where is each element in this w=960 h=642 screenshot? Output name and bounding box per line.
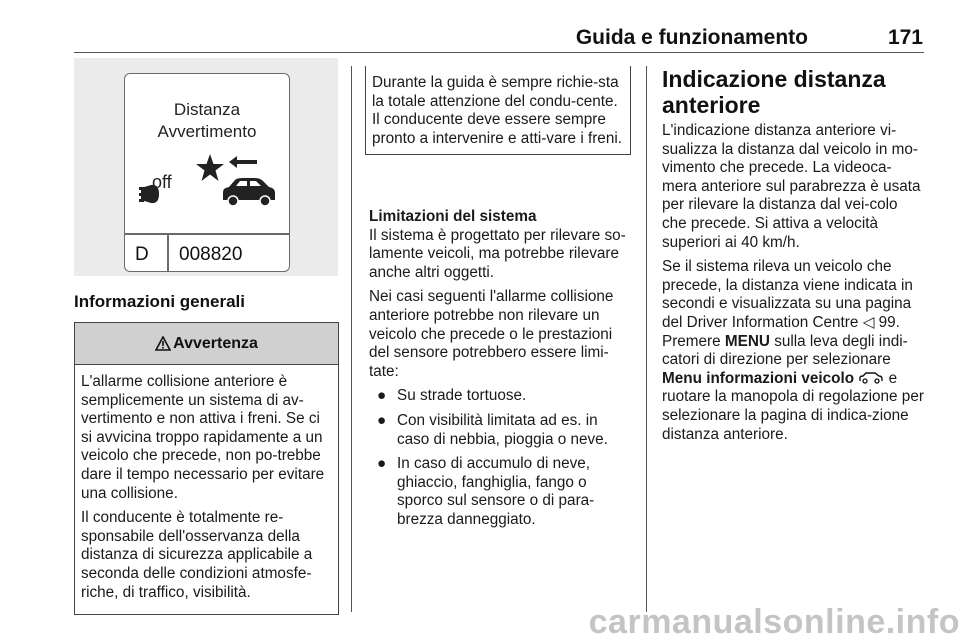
- warning-paragraph-2: Il conducente è totalmente re-sponsabile dell'osservanza della distanza di sicurezza applicabile a seconda delle condizioni atmosfe-riche, di traffico, visibilità.: [81, 509, 313, 601]
- limitations-paragraph-2: Nei casi seguenti l'allarme collisione anteriore potrebbe non rilevare un veicolo che precede o le prestazioni del sensore potrebbero essere limi-tate:: [369, 288, 614, 380]
- bullet-symbol: ●: [377, 387, 387, 405]
- distance-indication-text: [662, 122, 926, 444]
- section-heading-general: Informazioni generali: [74, 292, 245, 311]
- system-limitations: [369, 208, 634, 536]
- bullet-symbol: ●: [377, 411, 387, 429]
- display-code-divider: [167, 234, 169, 271]
- bullet-symbol: ●: [377, 455, 387, 473]
- page-number: 171: [887, 26, 923, 49]
- column-rule-2: [646, 66, 647, 612]
- page-reference-icon: ◁: [862, 313, 875, 331]
- vehicle-info-menu-label: Menu informazioni veicolo: [662, 369, 855, 387]
- limitations-heading: Limitazioni del sistema: [369, 208, 537, 225]
- header-rule: [74, 52, 924, 53]
- warning-box: [74, 322, 339, 615]
- off-label: off: [152, 172, 172, 192]
- display-divider: [125, 233, 289, 235]
- warning-box-continued: [365, 66, 631, 155]
- list-item: ● Su strade tortuose.: [377, 387, 527, 405]
- section-heading-distance: Indicazione distanza anteriore: [662, 66, 886, 118]
- page-header-title: Guida e funzionamento: [575, 26, 808, 49]
- car-icon: [223, 178, 275, 206]
- distance-paragraph-2: Se il sistema rileva un veicolo che precede, la distanza viene indicata in secondi e visualizzata su una pagina del Driver Information Centre ◁ 99.: [662, 258, 913, 331]
- figure-code-number: 008820: [179, 244, 243, 265]
- vehicle-menu-icon: [858, 372, 884, 384]
- list-item: ● Con visibilità limitata ad es. in caso di nebbia, pioggia o neve.: [377, 411, 608, 448]
- limitations-paragraph-1: Il sistema è progettato per rilevare so-lamente veicoli, ma potrebbe rilevare anche altri oggetti.: [369, 226, 626, 281]
- arrow-left-icon: [229, 156, 257, 168]
- star-icon: [196, 154, 224, 181]
- display-figure: [74, 58, 338, 276]
- menu-button-label: MENU: [724, 332, 770, 350]
- warning-header: [75, 323, 338, 365]
- figure-code-letter: D: [135, 244, 149, 265]
- warning-triangle-icon: [155, 336, 171, 351]
- warning-paragraph-1: L'allarme collisione anteriore è semplicemente un sistema di av-vertimento e non attiva i freni. Se ci si avvicina troppo rapidamente a un veicolo che precede, non po-trebbe dare il tempo necessario per evitare una collisione.: [81, 373, 325, 502]
- instrument-display: [124, 73, 290, 272]
- column-rule-1: [351, 66, 352, 612]
- watermark: carmanualsonline.info: [588, 603, 960, 641]
- warning-title: Avvertenza: [173, 334, 258, 352]
- list-item: ● In caso di accumulo di neve, ghiaccio, fanghiglia, fango o sporco sul sensore o di para-brezza danneggiato.: [377, 455, 595, 528]
- distance-paragraph-3: Premere MENU sulla leva degli indi-catori di direzione per selezionare Menu informazioni veicolo e ruotare la manopola di regolazione per selezionare la pagina di indica-zione distanza anteriore.: [662, 332, 924, 443]
- distance-paragraph-1: L'indicazione distanza anteriore vi-sualizza la distanza dal veicolo in mo-vimento che precede. La videoca-mera anteriore sul parabrezza è usata per rilevare la distanza dal vei-colo che precede. Si attiva a velocità superiori ai 40 km/h.: [662, 122, 921, 251]
- display-line-1: Distanza: [173, 100, 241, 119]
- limitations-list: [369, 387, 634, 529]
- warning-continued-text: Durante la guida è sempre richie-sta la totale attenzione del condu-cente. Il conducente deve essere sempre pronto a intervenire e atti-vare i freni.: [372, 74, 622, 147]
- warning-body: [75, 365, 338, 614]
- display-line-2: Avvertimento: [157, 122, 257, 141]
- page-reference: 99.: [878, 313, 900, 331]
